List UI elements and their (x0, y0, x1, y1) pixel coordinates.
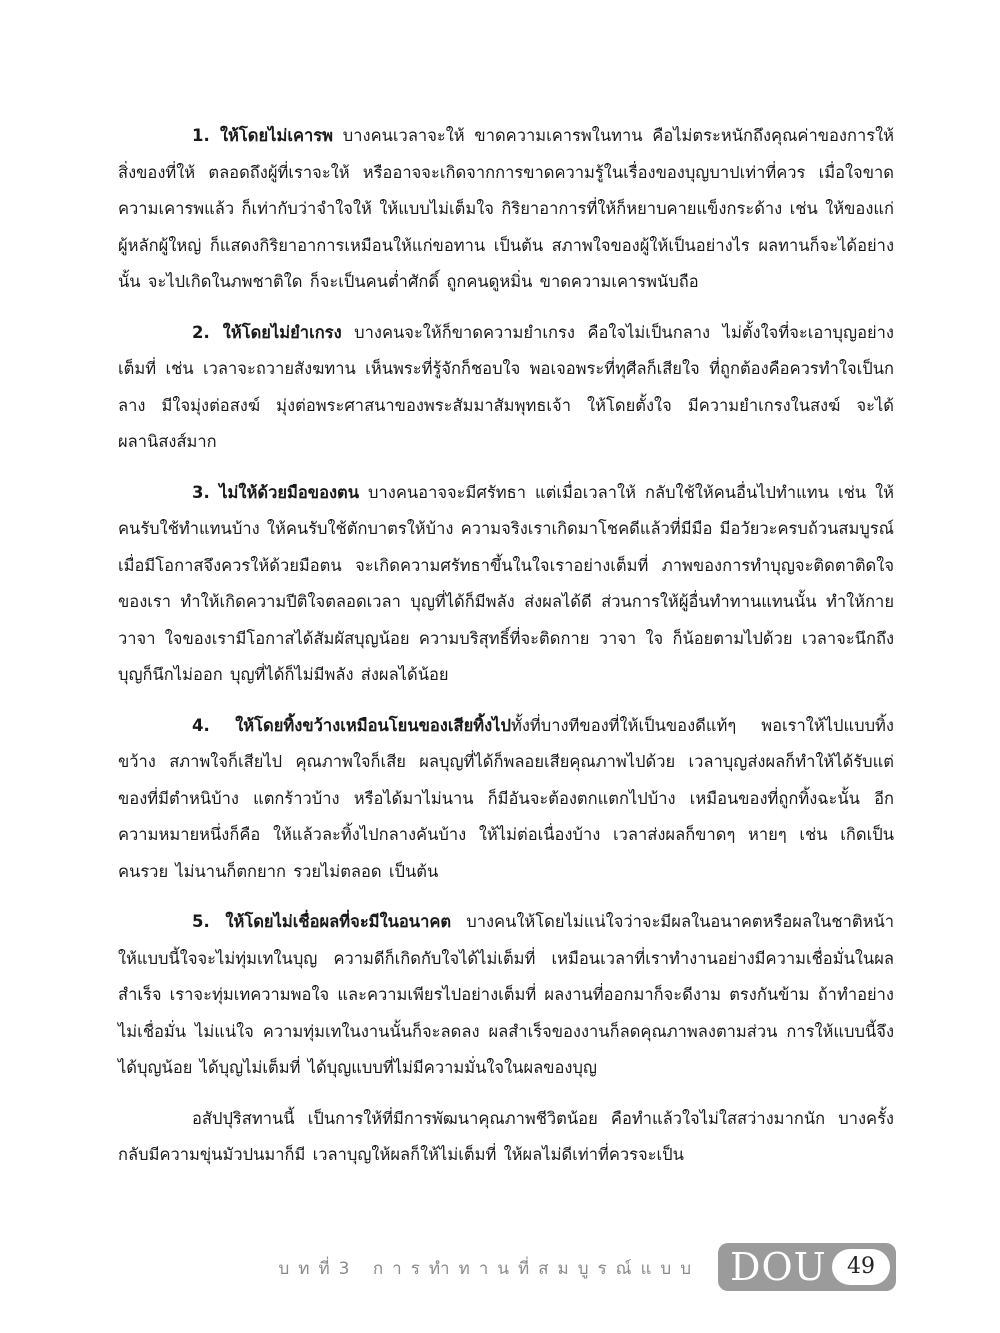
paragraph-5-body: บางคนให้โดยไม่แน่ใจว่าจะมีผลในอนาคตหรือผลในชาติหน้า ให้แบบนี้ใจจะไม่ทุ่มเทในบุญ ความดีก็เกิดกับใจได้ไม่เต็มที่ เหมือนเวลาที่เราทำงานอย่างมีความเชื่อมั่นในผลสำเร็จ เราจะทุ่มเทความพอใจ และความเพียรไปอย่างเต็มที่ ผลงานที่ออกมาก็จะดีงาม ตรงกันข้าม ถ้าทำอย่างไม่เชื่อมั่น ไม่แน่ใจ ความทุ่มเทในงานนั้นก็จะลดลง ผลสำเร็จของงานก็ลดคุณภาพลงตามส่วน การให้แบบนี้จึงได้บุญน้อย ได้บุญไม่เต็มที่ ได้บุญแบบที่ไม่มีความมั่นใจในผลของบุญ (118, 912, 894, 1077)
paragraph-4-heading: 4. ให้โดยทิ้งขว้างเหมือนโยนของเสียทิ้งไป (192, 715, 511, 735)
paragraph-5-heading: 5. ให้โดยไม่เชื่อผลที่จะมีในอนาคต (192, 912, 452, 931)
paragraph-3-heading: 3. ไม่ให้ด้วยมือของตน (192, 482, 360, 502)
page-number: 49 (832, 1249, 890, 1285)
paragraph-2-body: บางคนจะให้ก็ขาดความยำเกรง คือใจไม่เป็นกลาง ไม่ตั้งใจที่จะเอาบุญอย่างเต็มที่ เช่น เวลาจะถวายสังฆทาน เห็นพระที่รู้จักก็ชอบใจ พอเจอพระที่ทุศีลก็เสียใจ ที่ถูกต้องคือควรทำใจเป็นกลาง มีใจมุ่งต่อสงฆ์ มุ่งต่อพระศาสนาของพระสัมมาสัมพุทธเจ้า ให้โดยตั้งใจ มีความยำเกรงในสงฆ์ จะได้ผลานิสงส์มาก (118, 322, 894, 451)
paragraph-4 (118, 708, 894, 891)
paragraph-1-body: บางคนเวลาจะให้ ขาดความเคารพในทาน คือไม่ตระหนักถึงคุณค่าของการให้ สิ่งของที่ให้ ตลอดถึงผู้ที่เราจะให้ หรืออาจจะเกิดจากการขาดความรู้ในเรื่องของบุญบาปเท่าที่ควร เมื่อใจขาดความเคารพแล้ว ก็เท่ากับว่าจำใจให้ ให้แบบไม่เต็มใจ กิริยาอาการที่ให้ก็หยาบคายแข็งกระด้าง เช่น ให้ของแก่ผู้หลักผู้ใหญ่ ก็แสดงกิริยาอาการเหมือนให้แก่ขอทาน เป็นต้น สภาพใจของผู้ให้เป็นอย่างไร ผลทานก็จะได้อย่างนั้น จะไปเกิดในภพชาติใด ก็จะเป็นคนต่ำศักดิ์ ถูกคนดูหมิ่น ขาดความเคารพนับถือ (118, 126, 895, 291)
dou-logo: DOU (730, 1245, 827, 1289)
paragraph-6-body: อสัปปุริสทานนี้ เป็นการให้ที่มีการพัฒนาคุณภาพชีวิตน้อย คือทำแล้วใจไม่ใสสว่างมากนัก บางครั้งกลับมีความขุ่นมัวปนมาก็มี เวลาบุญให้ผลก็ให้ไม่เต็มที่ ให้ผลไม่ดีเท่าที่ควรจะเป็น (118, 1108, 894, 1164)
paragraph-2-heading: 2. ให้โดยไม่ยำเกรง (192, 322, 342, 342)
paragraph-1 (118, 118, 894, 301)
paragraph-6 (118, 1101, 894, 1174)
paragraph-2 (118, 315, 894, 461)
page-footer (0, 1243, 1000, 1291)
paragraph-3-body: บางคนอาจจะมีศรัทธา แต่เมื่อเวลาให้ กลับใช้ให้คนอื่นไปทำแทน เช่น ให้คนรับใช้ทำแทนบ้าง ให้คนรับใช้ตักบาตรให้บ้าง ความจริงเราเกิดมาโชคดีแล้วที่มีมือ มีอวัยวะครบถ้วนสมบูรณ์ เมื่อมีโอกาสจึงควรให้ด้วยมือตน จะเกิดความศรัทธาขึ้นในใจเราอย่างเต็มที่ ภาพของการทำบุญจะติดตาติดใจของเรา ทำให้เกิดความปีติใจตลอดเวลา บุญที่ได้ก็มีพลัง ส่งผลได้ดี ส่วนการให้ผู้อื่นทำทานแทนนั้น ทำให้กาย วาจา ใจของเรามีโอกาสได้สัมผัสบุญน้อย ความบริสุทธิ์ที่จะติดกาย วาจา ใจ ก็น้อยตามไปด้วย เวลาจะนึกถึงบุญก็นึกไม่ออก บุญที่ได้ก็ไม่มีพลัง ส่งผลได้น้อย (118, 482, 894, 684)
paragraph-1-heading: 1. ให้โดยไม่เคารพ (192, 126, 334, 145)
page-body (118, 118, 894, 1188)
dou-badge (718, 1243, 896, 1291)
paragraph-4-body: ทั้งที่บางทีของที่ให้เป็นของดีแท้ๆ พอเราให้ไปแบบทิ้งขว้าง สภาพใจก็เสียไป คุณภาพใจก็เสีย ผลบุญที่ได้ก็พลอยเสียคุณภาพไปด้วย เวลาบุญส่งผลก็ทำให้ได้รับแต่ของที่มีตำหนิบ้าง แตกร้าวบ้าง หรือได้มาไม่นาน ก็มีอันจะต้องตกแตกไปบ้าง เหมือนของที่ถูกทิ้งฉะนั้น อีกความหมายหนึ่งก็คือ ให้แล้วละทิ้งไปกลางคันบ้าง ให้ไม่ต่อเนื่องบ้าง เวลาส่งผลก็ขาดๆ หายๆ เช่น เกิดเป็นคนรวย ไม่นานก็ตกยาก รวยไม่ตลอด เป็นต้น (118, 715, 894, 881)
paragraph-3 (118, 475, 894, 694)
paragraph-5 (118, 904, 894, 1087)
chapter-title: บทที่3 การทำทานที่สมบูรณ์แบบ (278, 1259, 700, 1279)
